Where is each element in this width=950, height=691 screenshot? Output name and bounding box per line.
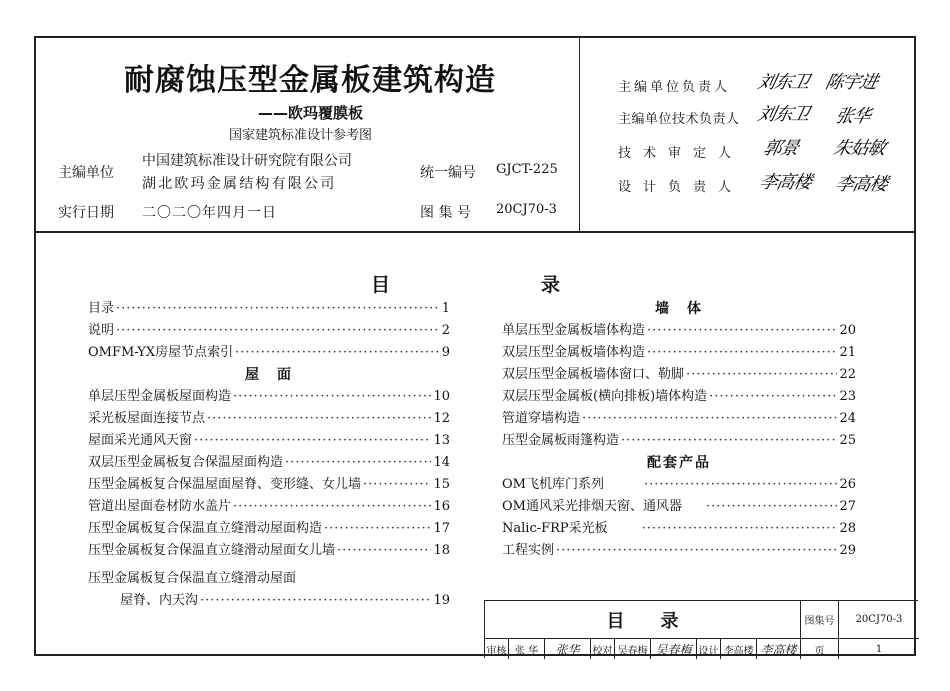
toc-item[interactable]: Nalic-FRP采光板 ····· 28 <box>502 518 856 540</box>
sign-role-4: 设计负责人 <box>618 180 744 195</box>
atlas-subtitle: ——欧玛覆膜板 <box>258 104 364 122</box>
date-value: 二〇二〇年四月一日 <box>142 205 277 221</box>
editor-label: 主编单位 <box>58 165 114 181</box>
toc-item[interactable]: 压型金属板复合保温直立缝滑动屋面构造 ····· 17 <box>88 518 450 540</box>
toc-item[interactable]: 双层压型金属板(横向排板)墙体构造 ····· 23 <box>502 386 856 408</box>
toc-item[interactable]: 工程实例 ····· 29 <box>502 540 856 562</box>
check-label: 校对 <box>591 639 615 659</box>
toc-section-heading: 配套产品 <box>647 455 711 471</box>
toc-item[interactable]: OM飞机库门系列 ····· 26 <box>502 474 856 496</box>
toc-section-heading: 墙 体 <box>655 301 703 317</box>
toc-item[interactable]: 目录 ····· 1 <box>88 298 450 320</box>
toc-item[interactable]: 管道穿墙构造 ····· 24 <box>502 408 856 430</box>
toc-item[interactable]: 压型金属板复合保温直立缝滑动屋面女儿墙 ····· 18 <box>88 540 450 562</box>
title-block <box>484 600 918 658</box>
toc-item[interactable]: 压型金属板复合保温直立缝滑动屋面 <box>88 571 297 586</box>
signature-1b: 陈宇进 <box>823 72 879 93</box>
toc-item[interactable]: 单层压型金属板屋面构造 ····· 10 <box>88 386 450 408</box>
header-divider <box>36 231 914 233</box>
sign-role-3: 技术审定人 <box>618 146 744 161</box>
check-name: 吴春梅 <box>615 639 651 659</box>
toc-title-right: 录 <box>541 274 561 296</box>
toc-item[interactable]: 管道出屋面卷材防水盖片 ····· 16 <box>88 496 450 518</box>
signature-3b: 朱姑敏 <box>831 138 887 159</box>
design-name: 李高楼 <box>721 639 757 659</box>
review-label: 审核 <box>485 639 509 659</box>
title-block-atlas-label: 图集号 <box>801 601 839 639</box>
toc-item[interactable]: 屋脊、内天沟 ····· 19 <box>88 590 450 612</box>
editor-org-2: 湖北欧玛金属结构有限公司 <box>142 176 337 192</box>
toc-item[interactable]: 双层压型金属板墙体窗口、勒脚 ····· 22 <box>502 364 856 386</box>
signature-4a: 李高楼 <box>757 172 813 193</box>
signature-4b: 李高楼 <box>833 174 889 195</box>
title-block-atlas-value: 20CJ70-3 <box>839 601 919 639</box>
toc-item[interactable]: 说明 ····· 2 <box>88 320 450 342</box>
toc-section-heading: 屋 面 <box>245 367 293 383</box>
toc-item[interactable]: 压型金属板复合保温屋面屋脊、变形缝、女儿墙 ····· 15 <box>88 474 450 496</box>
toc-item[interactable]: 压型金属板雨篷构造 ····· 25 <box>502 430 856 452</box>
drawing-frame <box>34 36 916 656</box>
signature-1a: 刘东卫 <box>755 72 811 93</box>
design-signature: 李高楼 <box>757 639 801 659</box>
review-signature: 张华 <box>545 639 591 659</box>
toc-item[interactable]: 双层压型金属板墙体构造 ····· 21 <box>502 342 856 364</box>
toc-left-column <box>88 298 450 612</box>
title-block-title: 目 录 <box>485 601 801 639</box>
page-value: 1 <box>875 643 883 655</box>
toc-item[interactable]: 采光板屋面连接节点 ····· 12 <box>88 408 450 430</box>
signature-2b: 张华 <box>833 106 872 127</box>
date-label: 实行日期 <box>58 205 114 221</box>
review-name: 张 华 <box>509 639 545 659</box>
header-vertical-divider <box>579 38 580 231</box>
toc-item[interactable]: OM通风采光排烟天窗、通风器 ····· 27 <box>502 496 856 518</box>
toc-item[interactable]: 单层压型金属板墙体构造 ····· 20 <box>502 320 856 342</box>
page-label: 页 <box>801 639 839 659</box>
atlas-no-value: 20CJ70-3 <box>496 202 557 217</box>
toc-right-column <box>502 298 856 562</box>
toc-item[interactable]: OMFM-YX房屋节点索引 ····· 9 <box>88 342 450 364</box>
check-signature: 吴春梅 <box>651 639 697 659</box>
reference-label: 国家建筑标准设计参考图 <box>229 128 373 143</box>
atlas-no-label: 图 集 号 <box>420 205 471 221</box>
unified-no-value: GJCT-225 <box>496 162 558 177</box>
unified-no-label: 统一编号 <box>420 165 476 181</box>
sign-role-2: 主编单位技术负责人 <box>618 112 740 127</box>
signature-3a: 郭景 <box>761 138 800 159</box>
editor-org-1: 中国建筑标准设计研究院有限公司 <box>142 153 352 169</box>
toc-item[interactable]: 屋面采光通风天窗 ····· 13 <box>88 430 450 452</box>
signature-2a: 刘东卫 <box>755 104 811 125</box>
atlas-title: 耐腐蚀压型金属板建筑构造 <box>124 63 496 98</box>
toc-item[interactable]: 双层压型金属板复合保温屋面构造 ····· 14 <box>88 452 450 474</box>
design-label: 设计 <box>697 639 721 659</box>
toc-title-left: 目 <box>371 274 391 296</box>
sign-role-1: 主编单位负责人 <box>618 80 731 95</box>
